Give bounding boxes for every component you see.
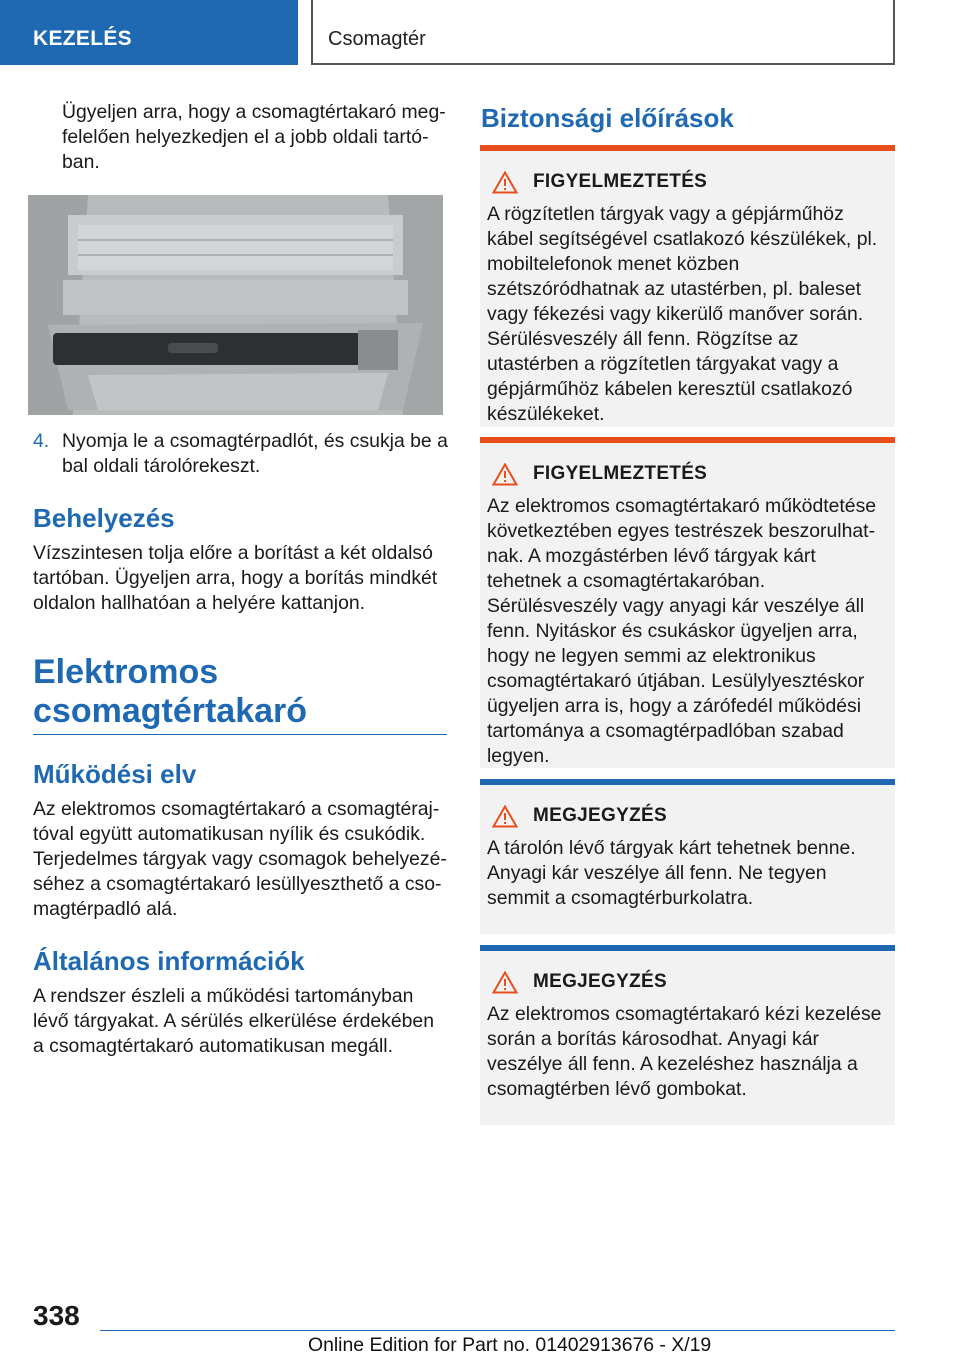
- note-box: [480, 779, 895, 934]
- section-heading-mukodesi: Működési elv: [33, 759, 197, 789]
- footer-edition: Online Edition for Part no. 01402913676 - X/19: [308, 1334, 712, 1356]
- behelyezes-paragraph: Vízszintesen tolja előre a borítást a két oldalsó tartóban. Ügyeljen arra, hogy a borítás mindkét oldalon hallhatóan a helyére kattanjon.: [33, 542, 438, 614]
- trunk-cover-image: [28, 195, 443, 415]
- chapter-label: Csomagtér: [328, 28, 426, 50]
- warning-triangle-icon: [492, 463, 518, 486]
- step-text: Nyomja le a csomagtérpadlót, és csukja be a bal oldali tárolórekeszt.: [62, 430, 448, 477]
- chapter-header: [311, 0, 895, 65]
- note-title: MEGJEGYZÉS: [533, 805, 667, 826]
- warning-text: Az elektromos csomagtértakaró működtetése következtében egyes testrészek beszorulhatnak. A mozgástérben lévő tárgyak kárt tehetnek a csomagtértakaróban. Sérülésveszély vagy anyagi kár veszélye áll fenn. Nyitáskor és csukáskor ügyeljen arra, hogy ne legyen semmi az elektronikus csomagtértakaró útjában. Lesülylyesztéskor ügyeljen arra is, hogy a zárófedél működési tartománya a csomagtérpadlóban szabad legyen.: [487, 495, 877, 767]
- intro-paragraph: Ügyeljen arra, hogy a csomagtértakaró megfelelően helyezkedjen el a jobb oldali tartóban.: [62, 101, 446, 173]
- safety-heading: Biztonsági előírások: [481, 103, 734, 133]
- warning-title: FIGYELMEZTETÉS: [533, 171, 708, 192]
- note-text: Az elektromos csomagtértakaró kézi kezelése során a borítás károsodhat. Anyagi kár veszélye áll fenn. A kezeléshez használja a csomagtérben lévő gombokat.: [487, 1003, 882, 1100]
- warning-triangle-icon: [492, 171, 518, 194]
- section-label: KEZELÉS: [33, 27, 132, 50]
- note-text: A tárolón lévő tárgyak kárt tehetnek benne. Anyagi kár veszélye áll fenn. Ne tegyen semmit a csomagtérburkolatra.: [487, 837, 856, 909]
- mukodesi-paragraph: Az elektromos csomagtértakaró a csomagtérajtóval együtt automatikusan nyílik és csukódik. Terjedelmes tárgyak vagy csomagok behelyezéséhez a csomagtértakaró lesüllyeszthető a csomagtérpadló alá.: [33, 798, 447, 920]
- warning-title: FIGYELMEZTETÉS: [533, 463, 708, 484]
- warning-triangle-icon: [492, 971, 518, 994]
- section-heading-behelyezes: Behelyezés: [33, 503, 175, 533]
- step-number: 4.: [33, 430, 50, 452]
- trunk-illustration: [28, 195, 443, 415]
- note-box: [480, 945, 895, 1125]
- section-tab: [0, 0, 298, 65]
- chapter-rule: [33, 734, 447, 735]
- altalanos-paragraph: A rendszer észleli a működési tartományban lévő tárgyakat. A sérülés elkerülése érdekében a csomagtértakaró automatikusan megáll.: [33, 985, 434, 1057]
- warning-box: [480, 437, 895, 768]
- warning-triangle-icon: [492, 805, 518, 828]
- chapter-title-line-2: csomagtértakaró: [33, 692, 308, 730]
- chapter-title-line-1: Elektromos: [33, 653, 219, 691]
- warning-text: A rögzítetlen tárgyak vagy a gépjárműhöz kábel segítségével csatlakozó készülékek, pl. mobiltelefonok menet közben szétszóródhatnak az utastérben, pl. baleset vagy fékezési vagy kikerülő manőver során. Sérülésveszély áll fenn. Rögzítse az utastérben a rögzítetlen tárgyakat vagy a gépjárműhöz kábelen keresztül csatlakozó készülékeket.: [487, 203, 878, 425]
- section-heading-altalanos: Általános információk: [33, 946, 305, 976]
- warning-box: [480, 145, 895, 427]
- footer-rule: [100, 1330, 895, 1331]
- note-title: MEGJEGYZÉS: [533, 971, 667, 992]
- page-number: 338: [33, 1300, 80, 1331]
